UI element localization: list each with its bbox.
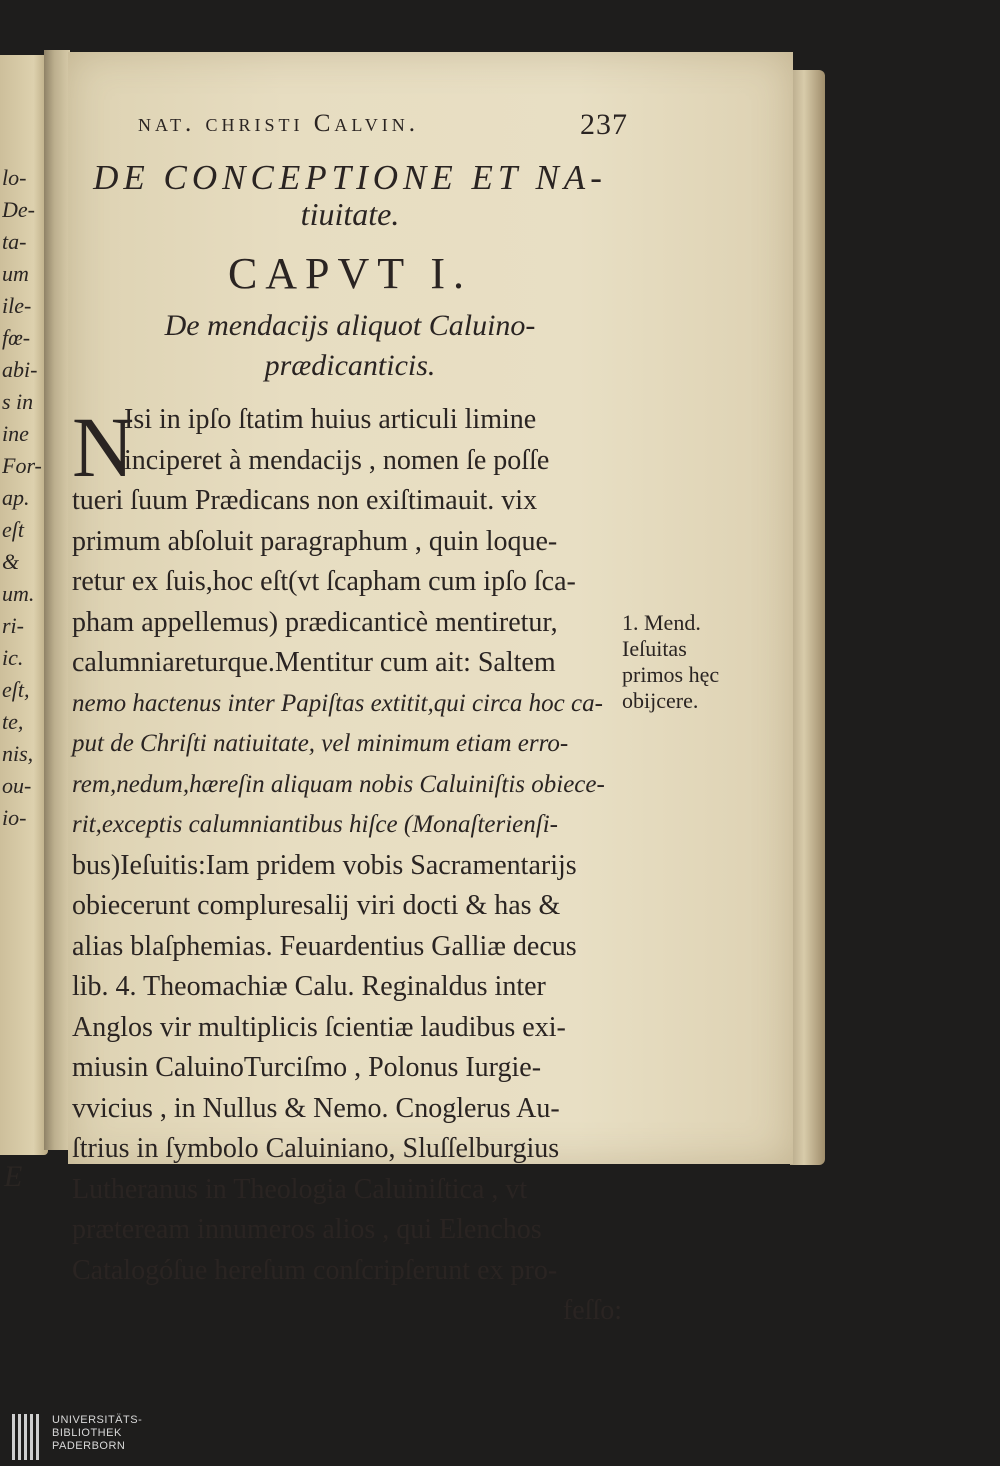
left-page-fragment: ic. <box>2 645 24 670</box>
left-page-fragment: De- <box>2 197 35 222</box>
body-line: rem,nedum,hæreſin aliquam nobis Caluiniſtis obiece- <box>72 770 605 798</box>
body-line: præteream innumeros alios , qui Elenchos <box>72 1214 542 1245</box>
body-line: Catalogóſue hereſum conſcripſerunt ex pro- <box>72 1254 558 1286</box>
body-line: miusin CaluinoTurciſmo , Polonus Iurgie- <box>72 1052 542 1083</box>
logo-line-3: PADERBORN <box>52 1440 126 1452</box>
page-number: 237 <box>580 108 628 141</box>
logo-line-2: BIBLIOTHEK <box>52 1427 122 1439</box>
left-page-fragment: ri- <box>2 613 24 638</box>
left-page-fragment: um <box>2 261 29 286</box>
margin-note-line: 1. Mend. <box>622 610 701 635</box>
left-page-fragment: eſt <box>2 517 24 542</box>
body-line: primum abſoluit paragraphum , quin loque- <box>72 525 558 557</box>
body-line: put de Chriſti natiuitate, vel minimum etiam erro- <box>72 730 569 757</box>
library-logo <box>0 1408 200 1466</box>
body-line: lib. 4. Theomachiæ Calu. Reginaldus inter <box>72 971 546 1002</box>
running-head-text: nat. christi Calvin. <box>138 110 420 137</box>
library-logo-icon <box>12 1414 44 1460</box>
chapter-title-line-2: tiuitate. <box>300 196 400 232</box>
body-line: tueri ſuum Prædicans non exiſtimauit. vix <box>72 485 538 516</box>
left-page-fragment: io- <box>2 805 27 830</box>
margin-note-line: primos hęc <box>622 662 720 687</box>
left-page-fragment: lo- <box>2 165 27 190</box>
left-page-edge <box>0 55 48 1193</box>
chapter-title-line-1: DE CONCEPTIONE ET NA- <box>93 158 607 197</box>
left-page-fragment: ta- <box>2 229 27 254</box>
margin-note <box>622 610 772 714</box>
left-page-fragment: abi- <box>2 357 38 382</box>
left-page-fragment: ine <box>2 421 29 446</box>
body-line: bus)Ieſuitis:Iam pridem vobis Sacramentarijs <box>72 849 577 881</box>
body-line: rit,exceptis calumniantibus hiſce (Monaſterienſi- <box>72 811 558 838</box>
body-line: nemo hactenus inter Papiſtas extitit,qui circa hoc ca- <box>72 689 603 717</box>
left-page-fragment: ap. <box>2 485 30 510</box>
subtitle-line-1: De mendacijs aliquot Caluino- <box>164 309 536 342</box>
drop-cap: N <box>72 399 135 495</box>
left-page-letter: E <box>4 1160 23 1193</box>
body-line: Anglos vir multiplicis ſcientiæ laudibus exi- <box>72 1011 566 1043</box>
running-head <box>138 108 628 141</box>
subtitle-line-2: prædicanticis. <box>264 349 436 382</box>
body-line: pham appellemus) prædicanticè mentiretur, <box>72 606 558 638</box>
body-line: inciperet à mendacijs , nomen ſe poſſe <box>124 444 550 476</box>
body-line: vvicius , in Nullus & Nemo. Cnoglerus Au- <box>72 1092 560 1124</box>
margin-note-line: Ieſuitas <box>622 636 687 661</box>
left-page-fragment: s in <box>2 389 34 414</box>
left-page-fragment: um. <box>2 581 35 606</box>
book-gutter <box>44 50 70 1150</box>
caput-heading: CAPVT I. <box>227 249 473 298</box>
body-line: ſtrius in ſymbolo Caluiniano, Sluſſelburgius <box>72 1133 560 1164</box>
body-line: retur ex ſuis,hoc eſt(vt ſcapham cum ipſo ſca- <box>72 566 576 597</box>
body-line: Lutheranus in Theologia Caluiniſtica , vt <box>72 1173 528 1205</box>
margin-note-line: obijcere. <box>622 688 699 713</box>
logo-line-1: UNIVERSITÄTS- <box>52 1414 143 1426</box>
left-page-fragment: te, <box>2 709 24 734</box>
body-line: Isi in ipſo ſtatim huius articuli limine <box>124 404 537 435</box>
body-line: feſſo: <box>562 1295 622 1326</box>
body-line: alias blaſphemias. Feuardentius Galliæ decus <box>72 930 577 962</box>
chapter-subtitle <box>110 306 590 386</box>
library-logo-text <box>52 1414 142 1453</box>
left-page-fragment: eſt, <box>2 677 30 702</box>
left-page-fragment: ile- <box>2 293 32 318</box>
left-page-fragment: & <box>2 549 20 574</box>
left-page-fragment: nis, <box>2 741 34 766</box>
body-line: calumniareturque.Mentitur cum ait: Saltem <box>72 647 556 678</box>
left-page-fragment: For- <box>2 453 42 478</box>
left-page-fragment: fœ- <box>2 325 31 350</box>
body-line: obiecerunt compluresalij viri docti & has & <box>72 890 561 921</box>
page-stack-edge <box>790 70 825 1165</box>
left-page-fragment: ou- <box>2 773 32 798</box>
